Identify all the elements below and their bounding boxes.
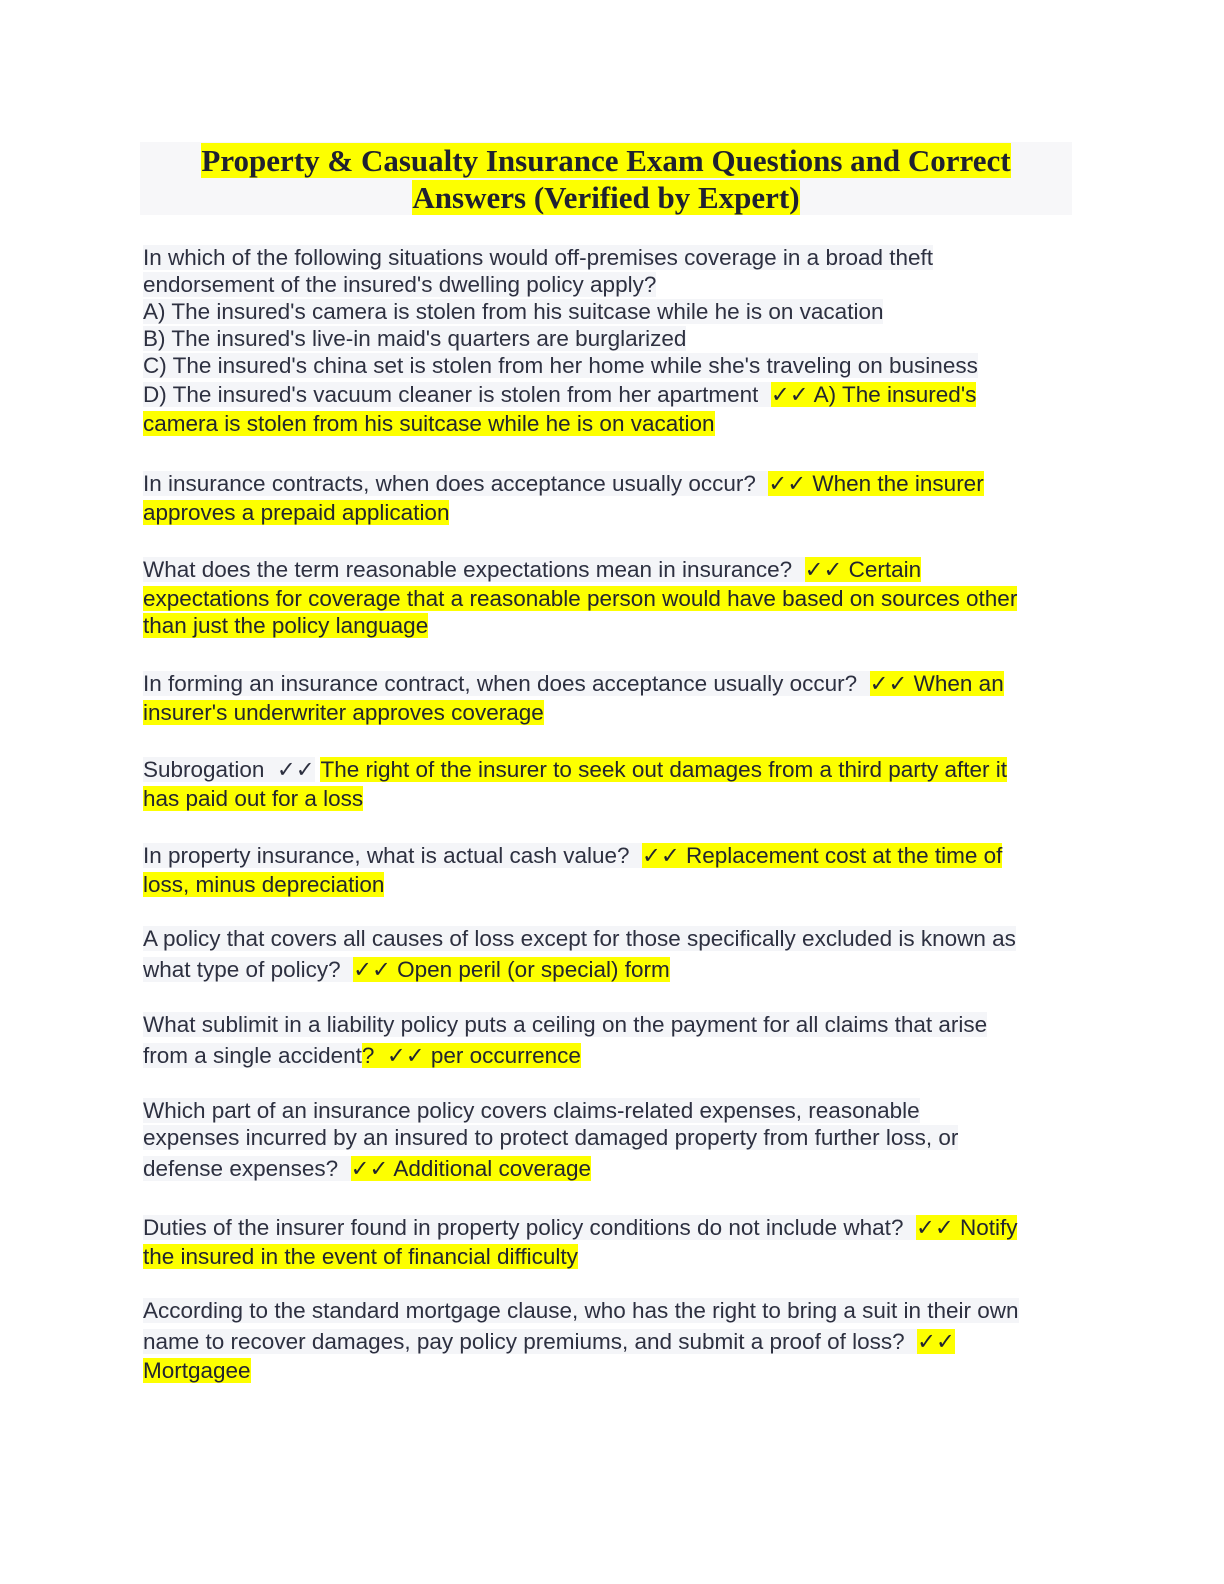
check-mark: ✓✓ <box>386 1043 425 1068</box>
answer-text: loss, minus depreciation <box>143 872 385 897</box>
document-title <box>140 142 1072 215</box>
question-text: In insurance contracts, when does acceptance usually occur? <box>143 471 756 496</box>
qa-item-11 <box>143 1296 1073 1385</box>
qa-item-1 <box>143 243 1073 438</box>
answer-text: insurer's underwriter approves coverage <box>143 700 544 725</box>
check-mark: ✓✓ <box>350 1156 389 1181</box>
question-text: Subrogation <box>143 757 265 782</box>
question-text: defense expenses? <box>143 1156 339 1181</box>
check-mark: ✓✓ <box>770 382 809 407</box>
qa-item-8 <box>143 1010 1073 1070</box>
title-line-2: Answers (Verified by Expert) <box>412 180 800 215</box>
qa-item-2 <box>143 469 1073 527</box>
qa-item-6 <box>143 841 1073 899</box>
check-mark: ✓✓ <box>915 1215 954 1240</box>
answer-text: A) The insured's <box>813 382 977 407</box>
check-mark: ✓✓ <box>917 1329 955 1354</box>
question-text: In forming an insurance contract, when does acceptance usually occur? <box>143 671 858 696</box>
question-text: In which of the following situations would off-premises coverage in a broad theft <box>143 245 934 270</box>
answer-text: When the insurer <box>812 471 984 496</box>
question-text: In property insurance, what is actual cash value? <box>143 843 630 868</box>
question-text: According to the standard mortgage clause, who has the right to bring a suit in their own <box>143 1298 1019 1323</box>
answer-text: Additional coverage <box>393 1156 592 1181</box>
qa-item-7 <box>143 924 1073 984</box>
answer-text: Certain <box>848 557 922 582</box>
answer-text: Open peril (or special) form <box>397 957 670 982</box>
qa-item-3 <box>143 555 1073 640</box>
question-text: Which part of an insurance policy covers claims-related expenses, reasonable <box>143 1098 920 1123</box>
question-text: What does the term reasonable expectations mean in insurance? <box>143 557 793 582</box>
question-text: what type of policy? <box>143 957 341 982</box>
title-line-1: Property & Casualty Insurance Exam Questions and Correct <box>201 143 1011 178</box>
answer-text: has paid out for a loss <box>143 786 364 811</box>
answer-text: approves a prepaid application <box>143 500 450 525</box>
question-text: Duties of the insurer found in property policy conditions do not include what? <box>143 1215 904 1240</box>
answer-text: the insured in the event of financial difficulty <box>143 1244 578 1269</box>
check-mark: ✓✓ <box>276 757 315 782</box>
qa-item-10 <box>143 1213 1073 1271</box>
answer-text: than just the policy language <box>143 613 429 638</box>
question-text: expenses incurred by an insured to protect damaged property from further loss, or <box>143 1125 959 1150</box>
question-text: What sublimit in a liability policy puts a ceiling on the payment for all claims that arise <box>143 1012 988 1037</box>
check-mark: ✓✓ <box>804 557 843 582</box>
question-text: name to recover damages, pay policy premiums, and submit a proof of loss? <box>143 1329 905 1354</box>
question-text: from a single accident <box>143 1043 362 1068</box>
question-text: endorsement of the insured's dwelling policy apply? <box>143 272 657 297</box>
option-a: A) The insured's camera is stolen from his suitcase while he is on vacation <box>143 299 884 324</box>
answer-text: When an <box>913 671 1004 696</box>
answer-text: per occurrence <box>430 1043 581 1068</box>
answer-text: The right of the insurer to seek out damages from a third party after it <box>320 757 1008 782</box>
check-mark: ✓✓ <box>353 957 391 982</box>
check-mark: ✓✓ <box>869 671 908 696</box>
check-mark: ✓✓ <box>642 843 680 868</box>
option-b: B) The insured's live-in maid's quarters are burglarized <box>143 326 687 351</box>
answer-text: expectations for coverage that a reasonable person would have based on sources other <box>143 586 1018 611</box>
question-mark: ? <box>361 1043 375 1068</box>
question-text: A policy that covers all causes of loss except for those specifically excluded is known as <box>143 926 1016 951</box>
option-c: C) The insured's china set is stolen from her home while she's traveling on business <box>143 353 978 378</box>
answer-text: Replacement cost at the time of <box>686 843 1003 868</box>
answer-text: Notify <box>959 1215 1018 1240</box>
qa-item-9 <box>143 1096 1073 1183</box>
answer-text: Mortgagee <box>143 1358 251 1383</box>
check-mark: ✓✓ <box>768 471 807 496</box>
answer-text: camera is stolen from his suitcase while he is on vacation <box>143 411 715 436</box>
qa-item-4 <box>143 669 1073 727</box>
option-d: D) The insured's vacuum cleaner is stolen from her apartment <box>143 382 759 407</box>
qa-item-5 <box>143 755 1073 813</box>
